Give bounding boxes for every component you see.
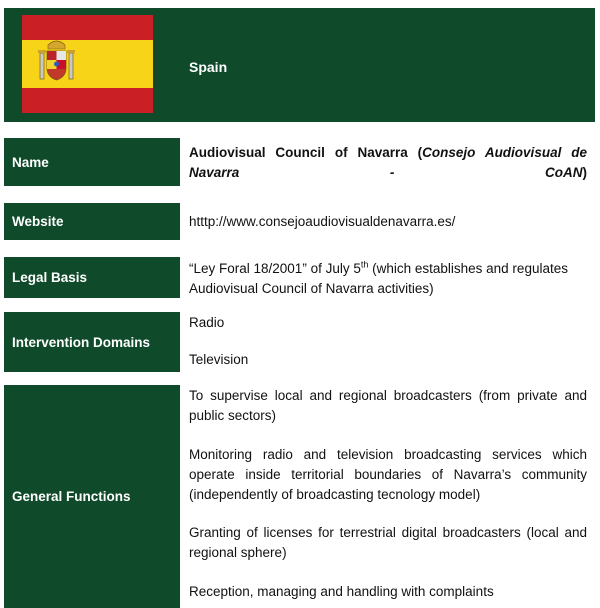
spain-flag-icon <box>22 15 153 113</box>
function-item: Granting of licenses for terrestrial digital broadcasters (local and regional sphere) <box>189 525 587 560</box>
general-functions-label <box>4 385 180 608</box>
legal-basis-value <box>189 259 587 299</box>
domain-item: Television <box>189 352 249 367</box>
name-value-end: ) <box>582 165 587 180</box>
intervention-domains-label-text: Intervention Domains <box>12 334 151 350</box>
name-label <box>4 138 180 186</box>
website-label-text: Website <box>12 214 64 229</box>
website-label <box>4 203 180 240</box>
function-item: To supervise local and regional broadcasters (from private and public sectors) <box>189 388 587 423</box>
name-label-text: Name <box>12 154 49 170</box>
legal-value-pre: “Ley Foral 18/2001” of July 5 <box>189 261 361 276</box>
legal-value-post: (which establishes and regulates Audiovisual Council of Navarra activities) <box>189 261 568 296</box>
general-functions-label-text: General Functions <box>12 489 131 504</box>
function-item: Reception, managing and handling with complaints <box>189 584 494 599</box>
name-value <box>189 143 587 183</box>
website-value[interactable] <box>189 212 587 232</box>
function-item: Monitoring radio and television broadcasting services which operate inside territorial boundaries of Navarra’s community (independently of broadcasting tecnology model) <box>189 447 587 502</box>
legal-value-sup: th <box>360 259 369 270</box>
country-name: Spain <box>189 59 228 75</box>
domain-item: Radio <box>189 315 225 330</box>
intervention-domains-label <box>4 312 180 372</box>
legal-basis-label <box>4 257 180 298</box>
website-link[interactable]: htttp://www.consejoaudiovisualdenavarra.es/ <box>189 214 456 229</box>
name-value-italic: Consejo Audiovisual de Navarra - CoAN <box>189 145 587 180</box>
name-value-plain: Audiovisual Council of Navarra ( <box>189 145 423 160</box>
country-header <box>4 8 595 122</box>
legal-basis-label-text: Legal Basis <box>12 270 88 285</box>
